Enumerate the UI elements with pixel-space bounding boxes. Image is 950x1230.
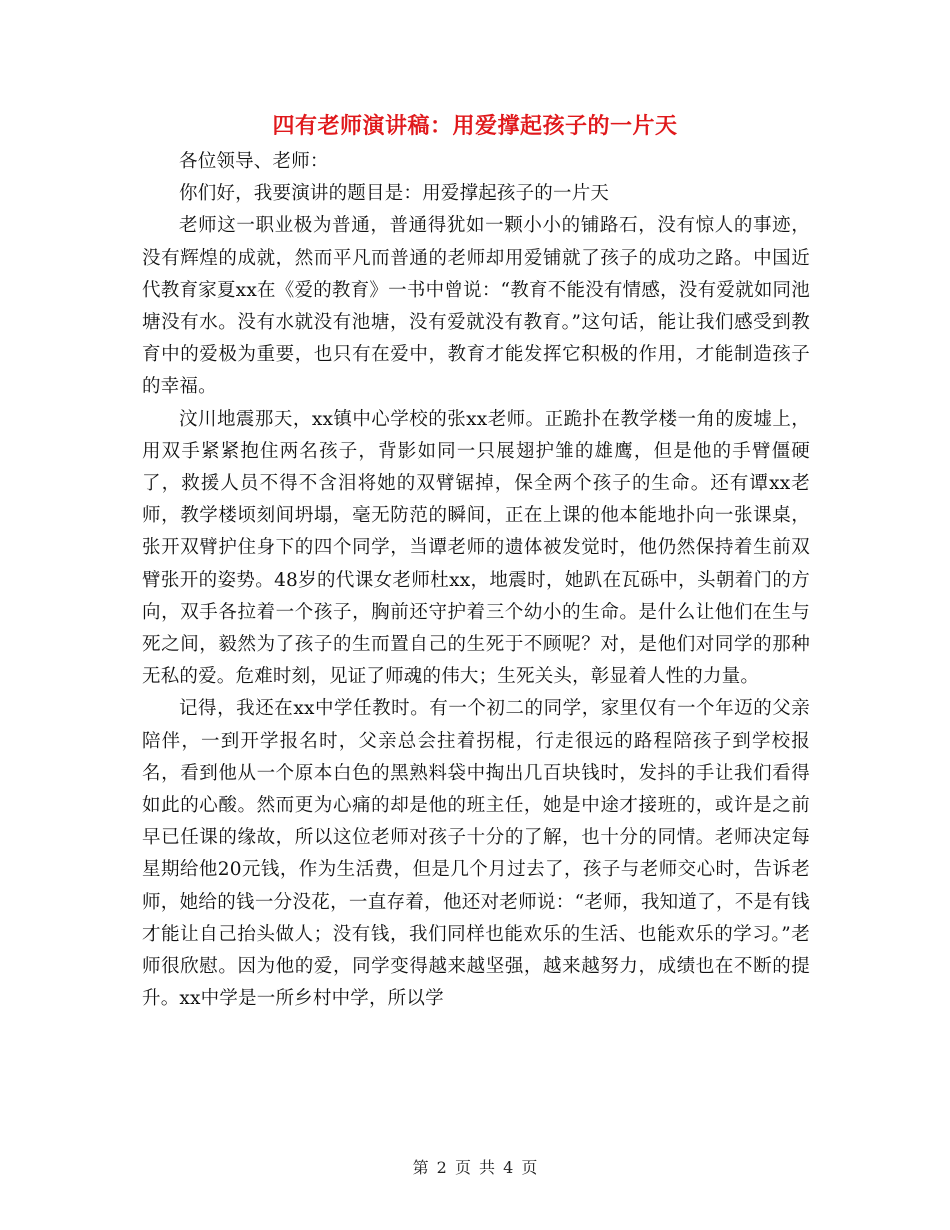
salutation-paragraph: 各位领导、老师： xyxy=(179,151,329,172)
greeting-paragraph: 你们好，我要演讲的题目是：用爱撑起孩子的一片天 xyxy=(179,183,610,205)
body-paragraph: 老师这一职业极为普通，普通得犹如一颗小小的铺路石，没有惊人的事迹，没有辉煌的成就，然而平凡而普通的老师却用爱铺就了孩子的成功之路。中国近代教育家夏xx在《爱的教育》一书中曾说：“教育不能没有情感，没有爱就如同池塘没有水。没有水就没有池塘，没有爱就没有教育。”这句话，能让我们感受到教育中的爱极为重要，也只有在爱中，教育才能发挥它积极的作用，才能制造孩子的幸福。 xyxy=(142,215,810,398)
body-paragraph: 汶川地震那天，xx镇中心学校的张xx老师。正跪扑在教学楼一角的废墟上，用双手紧紧抱住两名孩子，背影如同一只展翅护雏的雄鹰，但是他的手臂僵硬了，救援人员不得不含泪将她的双臂锯掉，保全两个孩子的生命。还有谭xx老师，教学楼顷刻间坍塌，毫无防范的瞬间，正在上课的他本能地扑向一张课桌，张开双臂护住身下的四个同学，当谭老师的遗体被发觉时，他仍然保持着生前双臂张开的姿势。48岁的代课女老师杜xx，地震时，她趴在瓦砾中，头朝着门的方向，双手各拉着一个孩子，胸前还守护着三个幼小的生命。是什么让他们在生与死之间，毅然为了孩子的生而置自己的生死于不顾呢？对，是他们对同学的那种无私的爱。危难时刻，见证了师魂的伟大；生死关头，彰显着人性的力量。 xyxy=(142,408,810,688)
page-number-footer: 第 2 页 共 4 页 xyxy=(412,1158,538,1177)
document-title: 四有老师演讲稿：用爱撑起孩子的一片天 xyxy=(272,113,678,139)
body-paragraph: 记得，我还在xx中学任教时。有一个初二的同学，家里仅有一个年迈的父亲陪伴，一到开学报名时，父亲总会拄着拐棍，行走很远的路程陪孩子到学校报名，看到他从一个原本白色的黑熟料袋中掏出几百块钱时，发抖的手让我们看得如此的心酸。然而更为心痛的却是他的班主任，她是中途才接班的，或许是之前早已任课的缘故，所以这位老师对孩子十分的了解，也十分的同情。老师决定每星期给他20元钱，作为生活费，但是几个月过去了，孩子与老师交心时，告诉老师，她给的钱一分没花，一直存着，他还对老师说：“老师，我知道了，不是有钱才能让自己抬头做人；没有钱，我们同样也能欢乐的生活、也能欢乐的学习。”老师很欣慰。因为他的爱，同学变得越来越坚强，越来越努力，成绩也在不断的提升。xx中学是一所乡村中学，所以学 xyxy=(142,698,810,1010)
document-body xyxy=(142,146,810,1015)
